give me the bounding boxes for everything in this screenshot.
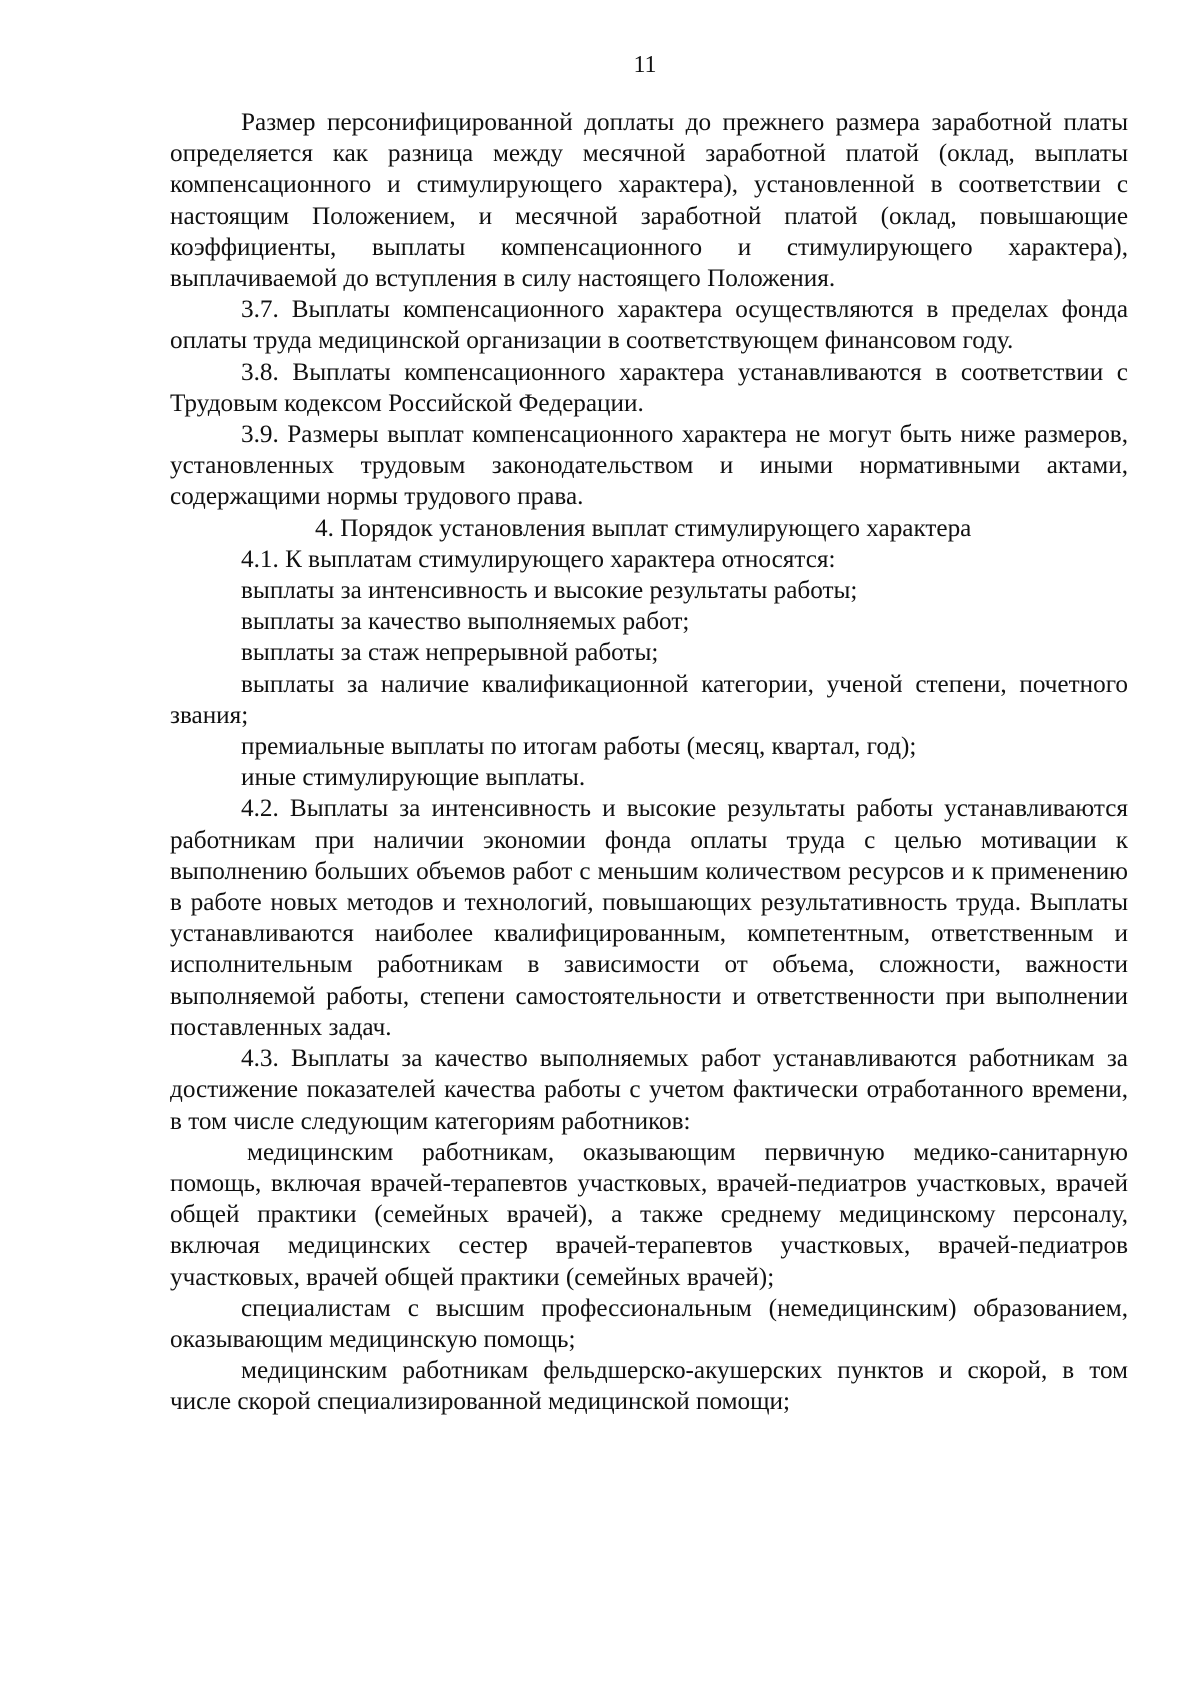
- list-item: иные стимулирующие выплаты.: [241, 764, 586, 792]
- page-number: 11: [633, 52, 657, 78]
- document-body: [170, 107, 1128, 1418]
- paragraph-3-8: 3.8. Выплаты компенсационного характера устанавливаются в соответствии с Трудовым кодексом Российской Федерации.: [170, 358, 1128, 417]
- paragraph-3-9: 3.9. Размеры выплат компенсационного характера не могут быть ниже размеров, установленных трудовым законодательством и иными нормативными актами, содержащими нормы трудового права.: [170, 421, 1128, 511]
- category-item: медицинским работникам, оказывающим первичную медико-санитарную помощь, включая врачей-терапевтов участковых, врачей-педиатров участковых, врачей общей практики (семейных врачей), а также среднему медицинскому персоналу, включая медицинских сестер врачей-терапевтов участковых, врачей-педиатров участковых, врачей общей практики (семейных врачей);: [170, 1138, 1128, 1291]
- paragraph-personal-supplement: Размер персонифицированной доплаты до прежнего размера заработной платы определяется как разница между месячной заработной платой (оклад, выплаты компенсационного и стимулирующего характера), установленной в соответствии с настоящим Положением, и месячной заработной платой (оклад, повышающие коэффициенты, выплаты компенсационного и стимулирующего характера), выплачиваемой до вступления в силу настоящего Положения.: [170, 109, 1128, 293]
- paragraph-4-2: 4.2. Выплаты за интенсивность и высокие результаты работы устанавливаются работникам при наличии экономии фонда оплаты труда с целью мотивации к выполнению больших объемов работ с меньшим количеством ресурсов и к применению в работе новых методов и технологий, повышающих результативность труда. Выплаты устанавливаются наиболее квалифицированным, компетентным, ответственным и исполнительным работникам в зависимости от объема, сложности, важности выполняемой работы, степени самостоятельности и ответственности при выполнении поставленных задач.: [170, 795, 1128, 1041]
- paragraph-4-1: 4.1. К выплатам стимулирующего характера относятся:: [241, 545, 836, 573]
- list-item: премиальные выплаты по итогам работы (месяц, квартал, год);: [241, 733, 917, 761]
- category-item: медицинским работникам фельдшерско-акушерских пунктов и скорой, в том числе скорой специализированной медицинской помощи;: [170, 1357, 1128, 1416]
- category-item: специалистам с высшим профессиональным (немедицинским) образованием, оказывающим медицинскую помощь;: [170, 1294, 1128, 1353]
- list-item: выплаты за наличие квалификационной категории, ученой степени, почетного звания;: [170, 670, 1128, 729]
- paragraph-3-7: 3.7. Выплаты компенсационного характера осуществляются в пределах фонда оплаты труда медицинской организации в соответствующем финансовом году.: [170, 296, 1128, 355]
- list-item: выплаты за качество выполняемых работ;: [241, 608, 690, 636]
- list-item: выплаты за интенсивность и высокие результаты работы;: [241, 577, 858, 605]
- list-item: выплаты за стаж непрерывной работы;: [241, 639, 659, 667]
- section-heading-4: 4. Порядок установления выплат стимулирующего характера: [315, 514, 972, 542]
- paragraph-4-3: 4.3. Выплаты за качество выполняемых работ устанавливаются работникам за достижение показателей качества работы с учетом фактически отработанного времени, в том числе следующим категориям работников:: [170, 1045, 1128, 1135]
